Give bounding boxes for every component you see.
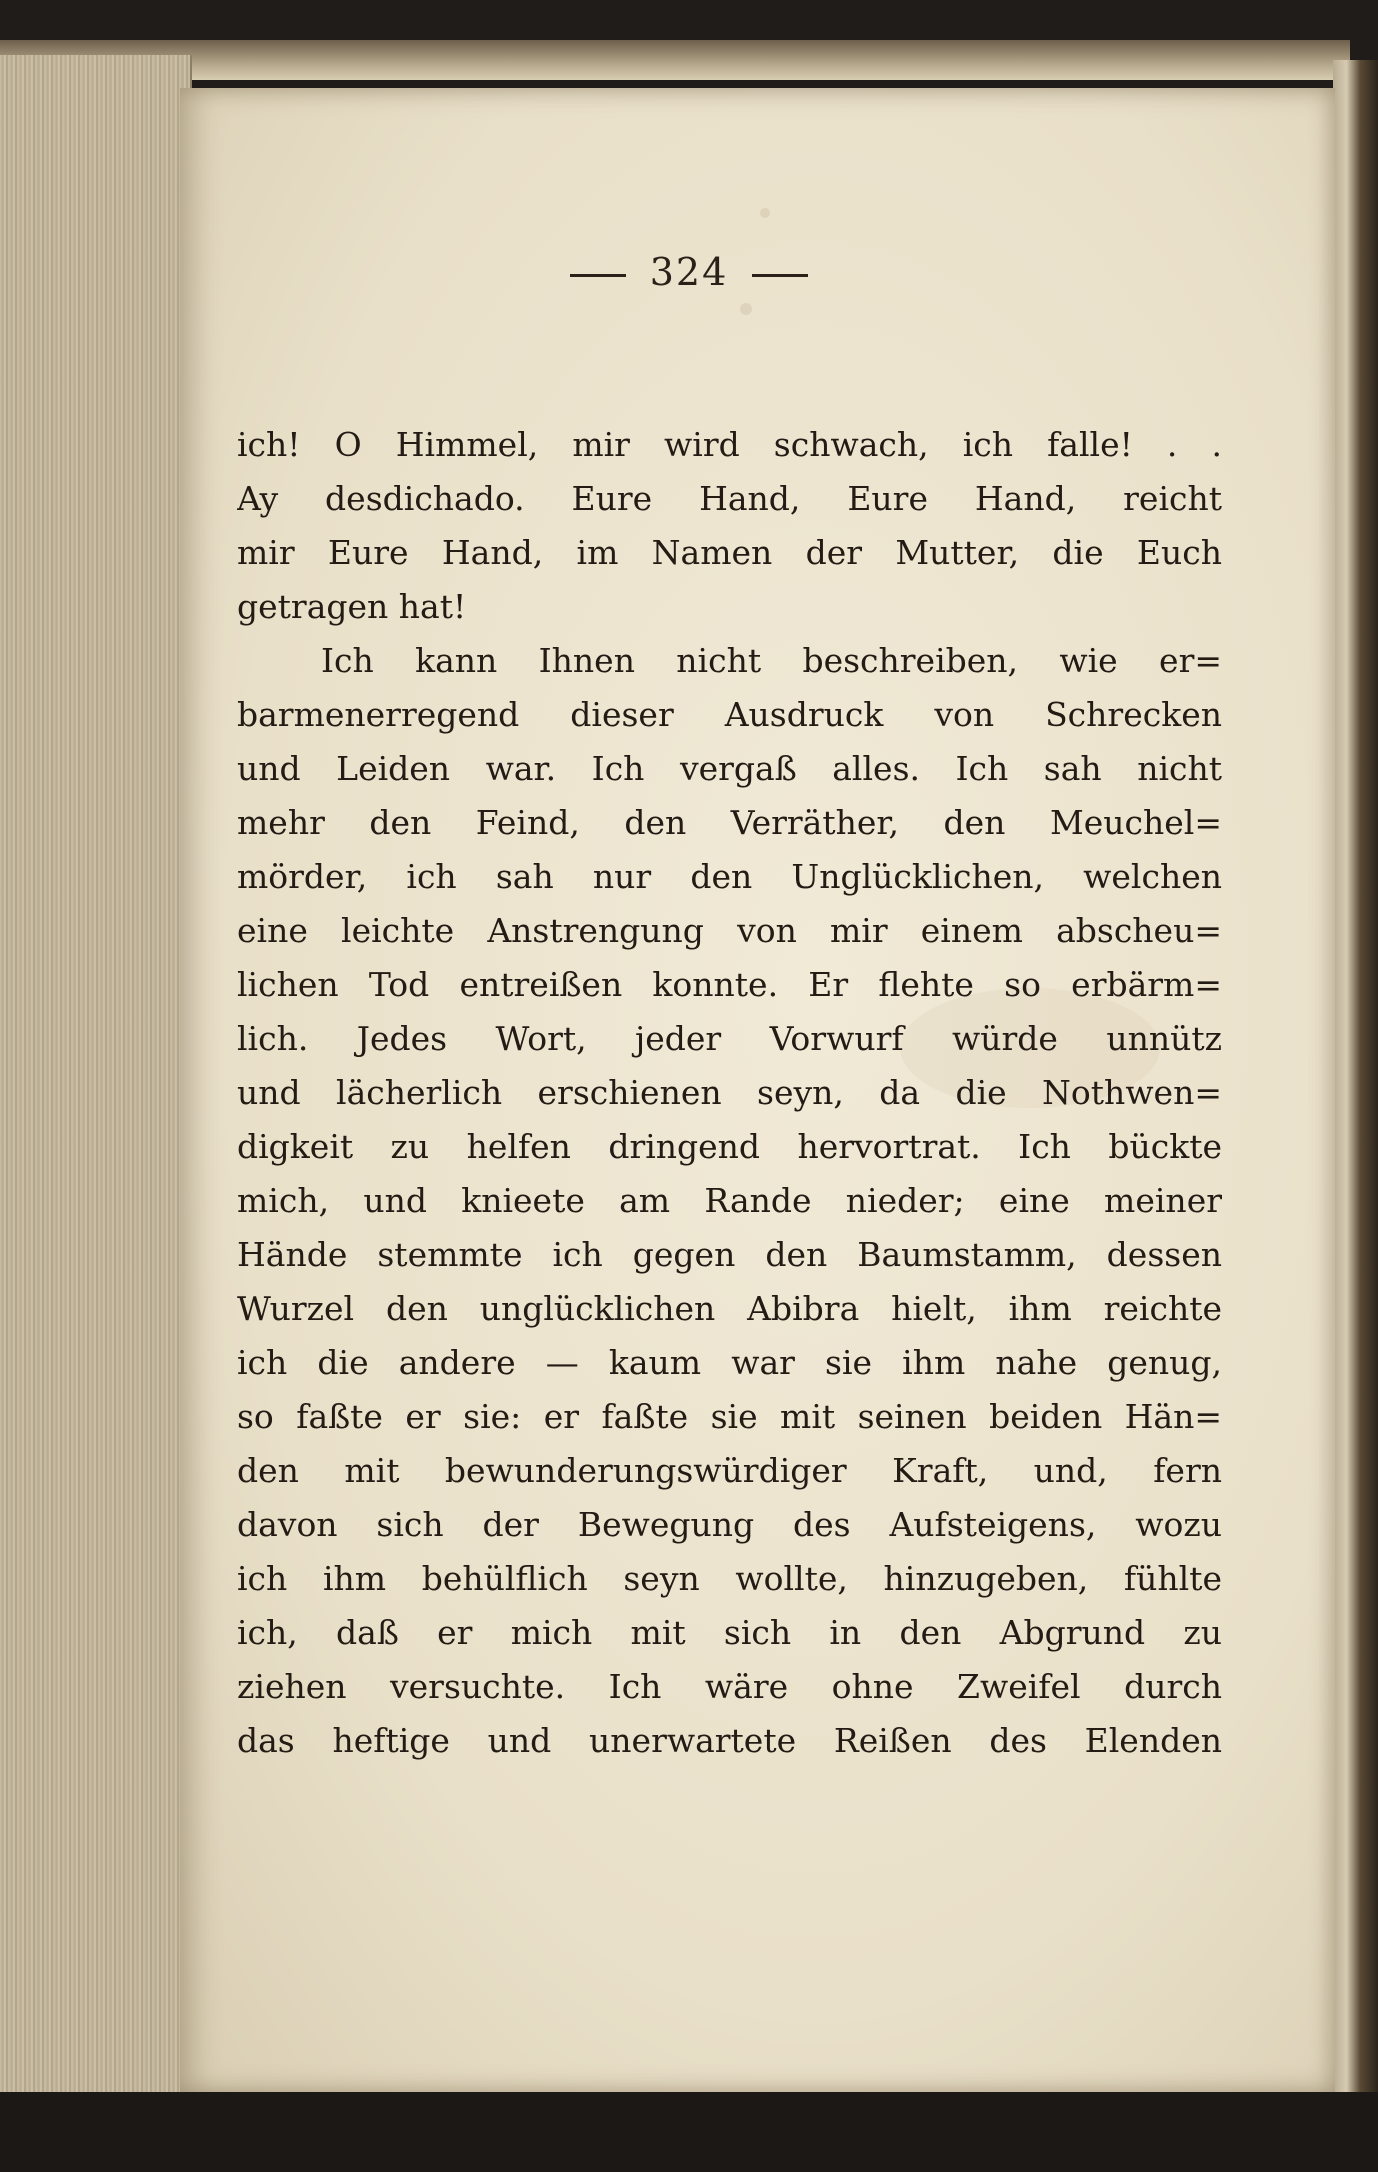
text-line: barmenerregend dieser Ausdruck von Schrecken: [237, 695, 1222, 734]
page-number-header: [0, 250, 1378, 294]
text-line: Hände stemmte ich gegen den Baumstamm, dessen: [237, 1235, 1222, 1274]
text-line: lichen Tod entreißen konnte. Er flehte so erbärm=: [237, 965, 1222, 1004]
text-line: mir Eure Hand, im Namen der Mutter, die Euch: [237, 533, 1222, 572]
book-cover-edge: [1333, 60, 1378, 2120]
text-line: das heftige und unerwartete Reißen des Elenden: [237, 1721, 1222, 1760]
text-line: getragen hat!: [237, 587, 467, 626]
body-text: [237, 418, 1222, 1768]
text-line: digkeit zu helfen dringend hervortrat. Ich bückte: [237, 1127, 1222, 1166]
text-line: eine leichte Anstrengung von mir einem abscheu=: [237, 911, 1222, 950]
text-line: ich ihm behülflich seyn wollte, hinzugeben, fühlte: [237, 1559, 1222, 1598]
text-line: lich. Jedes Wort, jeder Vorwurf würde unnütz: [237, 1019, 1222, 1058]
paper-speck: [740, 303, 752, 315]
text-line: mich, und knieete am Rande nieder; eine meiner: [237, 1181, 1222, 1220]
header-dash-right: [752, 274, 808, 277]
page-number: 324: [649, 250, 729, 294]
page-edges-left: [0, 55, 192, 2095]
text-line: Ich kann Ihnen nicht beschreiben, wie er=: [321, 641, 1222, 680]
text-line: so faßte er sie: er faßte sie mit seinen beiden Hän=: [237, 1397, 1222, 1436]
text-line: ich, daß er mich mit sich in den Abgrund zu: [237, 1613, 1222, 1652]
scan-background-bottom: [0, 2092, 1378, 2172]
text-line: Ay desdichado. Eure Hand, Eure Hand, reicht: [237, 479, 1222, 518]
text-line: ich! O Himmel, mir wird schwach, ich falle! . .: [237, 425, 1222, 464]
text-line: mehr den Feind, den Verräther, den Meuchel=: [237, 803, 1222, 842]
text-line: den mit bewunderungswürdiger Kraft, und, fern: [237, 1451, 1222, 1490]
text-line: ich die andere — kaum war sie ihm nahe genug,: [237, 1343, 1222, 1382]
text-line: und lächerlich erschienen seyn, da die Nothwen=: [237, 1073, 1222, 1112]
text-line: davon sich der Bewegung des Aufsteigens, wozu: [237, 1505, 1222, 1544]
page-edges-top: [0, 40, 1350, 80]
paper-speck: [760, 208, 770, 218]
text-line: mörder, ich sah nur den Unglücklichen, welchen: [237, 857, 1222, 896]
text-line: ziehen versuchte. Ich wäre ohne Zweifel durch: [237, 1667, 1222, 1706]
header-dash-left: [570, 274, 626, 277]
text-line: und Leiden war. Ich vergaß alles. Ich sah nicht: [237, 749, 1222, 788]
text-line: Wurzel den unglücklichen Abibra hielt, ihm reichte: [237, 1289, 1222, 1328]
